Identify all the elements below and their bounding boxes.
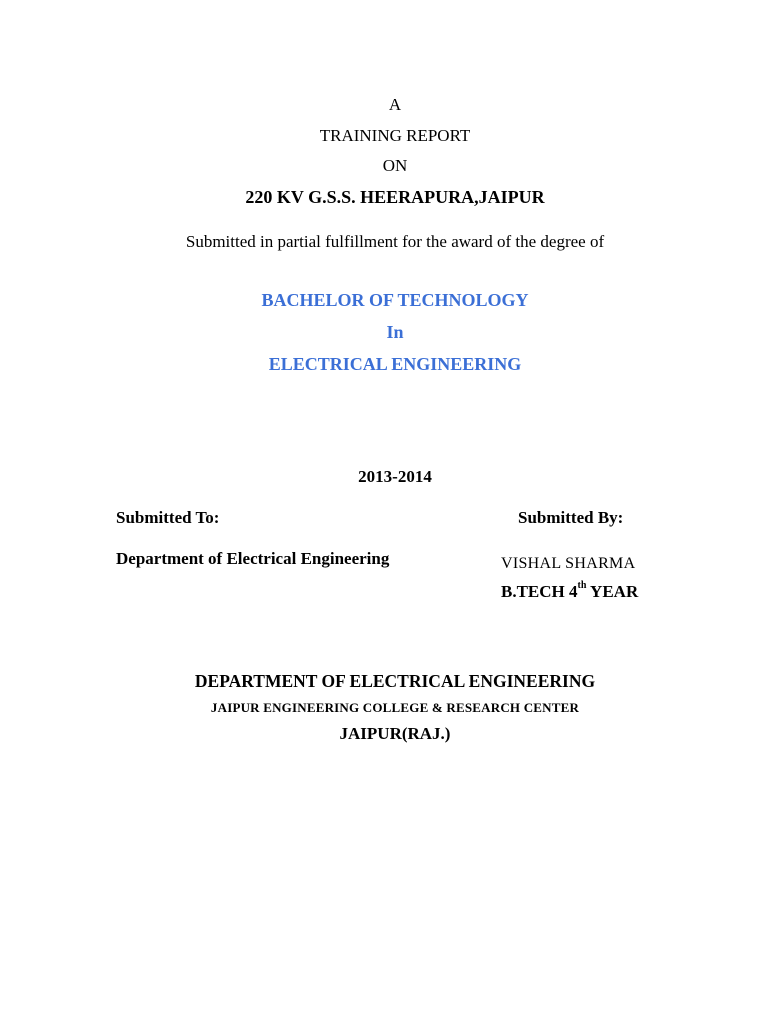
student-year — [501, 580, 639, 601]
submission-purpose: Submitted in partial fulfillment for the award of the degree of — [185, 232, 605, 251]
degree-in: In — [386, 322, 404, 342]
title-training-report: TRAINING REPORT — [319, 126, 471, 145]
title-line-a: A — [388, 95, 402, 114]
student-year-suffix: YEAR — [586, 582, 639, 601]
degree-name: BACHELOR OF TECHNOLOGY — [261, 290, 529, 310]
report-subject: 220 KV G.S.S. HEERAPURA,JAIPUR — [245, 187, 545, 207]
student-year-ordinal: th — [577, 580, 587, 591]
submitted-to-value: Department of Electrical Engineering — [116, 549, 390, 568]
footer-college: JAIPUR ENGINEERING COLLEGE & RESEARCH CENTER — [210, 700, 580, 715]
footer-department: DEPARTMENT OF ELECTRICAL ENGINEERING — [194, 671, 596, 691]
footer-city: JAIPUR(RAJ.) — [339, 724, 451, 743]
academic-session: 2013-2014 — [358, 467, 432, 486]
student-name: VISHAL SHARMA — [501, 555, 636, 572]
degree-branch: ELECTRICAL ENGINEERING — [268, 354, 522, 374]
title-on: ON — [382, 156, 408, 175]
student-year-prefix: B.TECH 4 — [501, 582, 578, 601]
submitted-to-label: Submitted To: — [116, 508, 220, 527]
submitted-by-label: Submitted By: — [518, 508, 624, 527]
